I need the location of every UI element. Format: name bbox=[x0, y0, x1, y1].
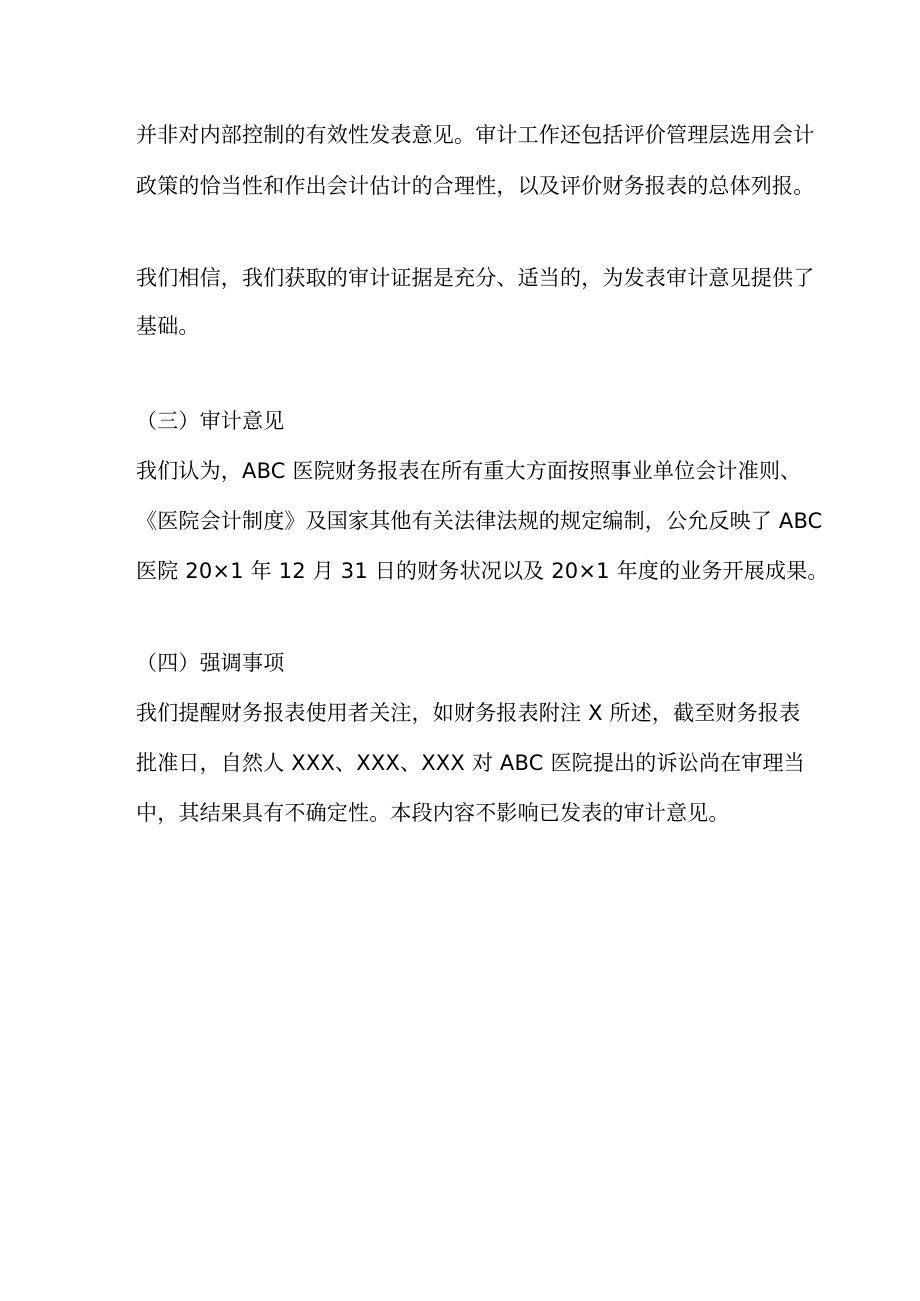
section-3-line-3: 医院 20×1 年 12 月 31 日的财务状况以及 20×1 年度的业务开展成果。 bbox=[136, 559, 829, 583]
paragraph-1-line-2: 政策的恰当性和作出会计估计的合理性，以及评价财务报表的总体列报。 bbox=[136, 174, 815, 198]
section-3-line-2: 《医院会计制度》及国家其他有关法律法规的规定编制，公允反映了 ABC bbox=[136, 509, 823, 533]
paragraph-2-line-2: 基础。 bbox=[136, 314, 200, 338]
section-4-line-2: 批准日，自然人 XXX、XXX、XXX 对 ABC 医院提出的诉讼尚在审理当 bbox=[136, 751, 805, 775]
section-4-line-3: 中，其结果具有不确定性。本段内容不影响已发表的审计意见。 bbox=[136, 801, 730, 825]
section-4-line-1: 我们提醒财务报表使用者关注，如财务报表附注 X 所述，截至财务报表 bbox=[136, 701, 801, 725]
section-3-line-1: 我们认为，ABC 医院财务报表在所有重大方面按照事业单位会计准则、 bbox=[136, 459, 802, 483]
paragraph-2-line-1: 我们相信，我们获取的审计证据是充分、适当的，为发表审计意见提供了 bbox=[136, 266, 815, 290]
paragraph-1-line-1: 并非对内部控制的有效性发表意见。审计工作还包括评价管理层选用会计 bbox=[136, 123, 815, 147]
section-4-heading: （四）强调事项 bbox=[136, 651, 285, 675]
section-3-heading: （三）审计意见 bbox=[136, 409, 285, 433]
